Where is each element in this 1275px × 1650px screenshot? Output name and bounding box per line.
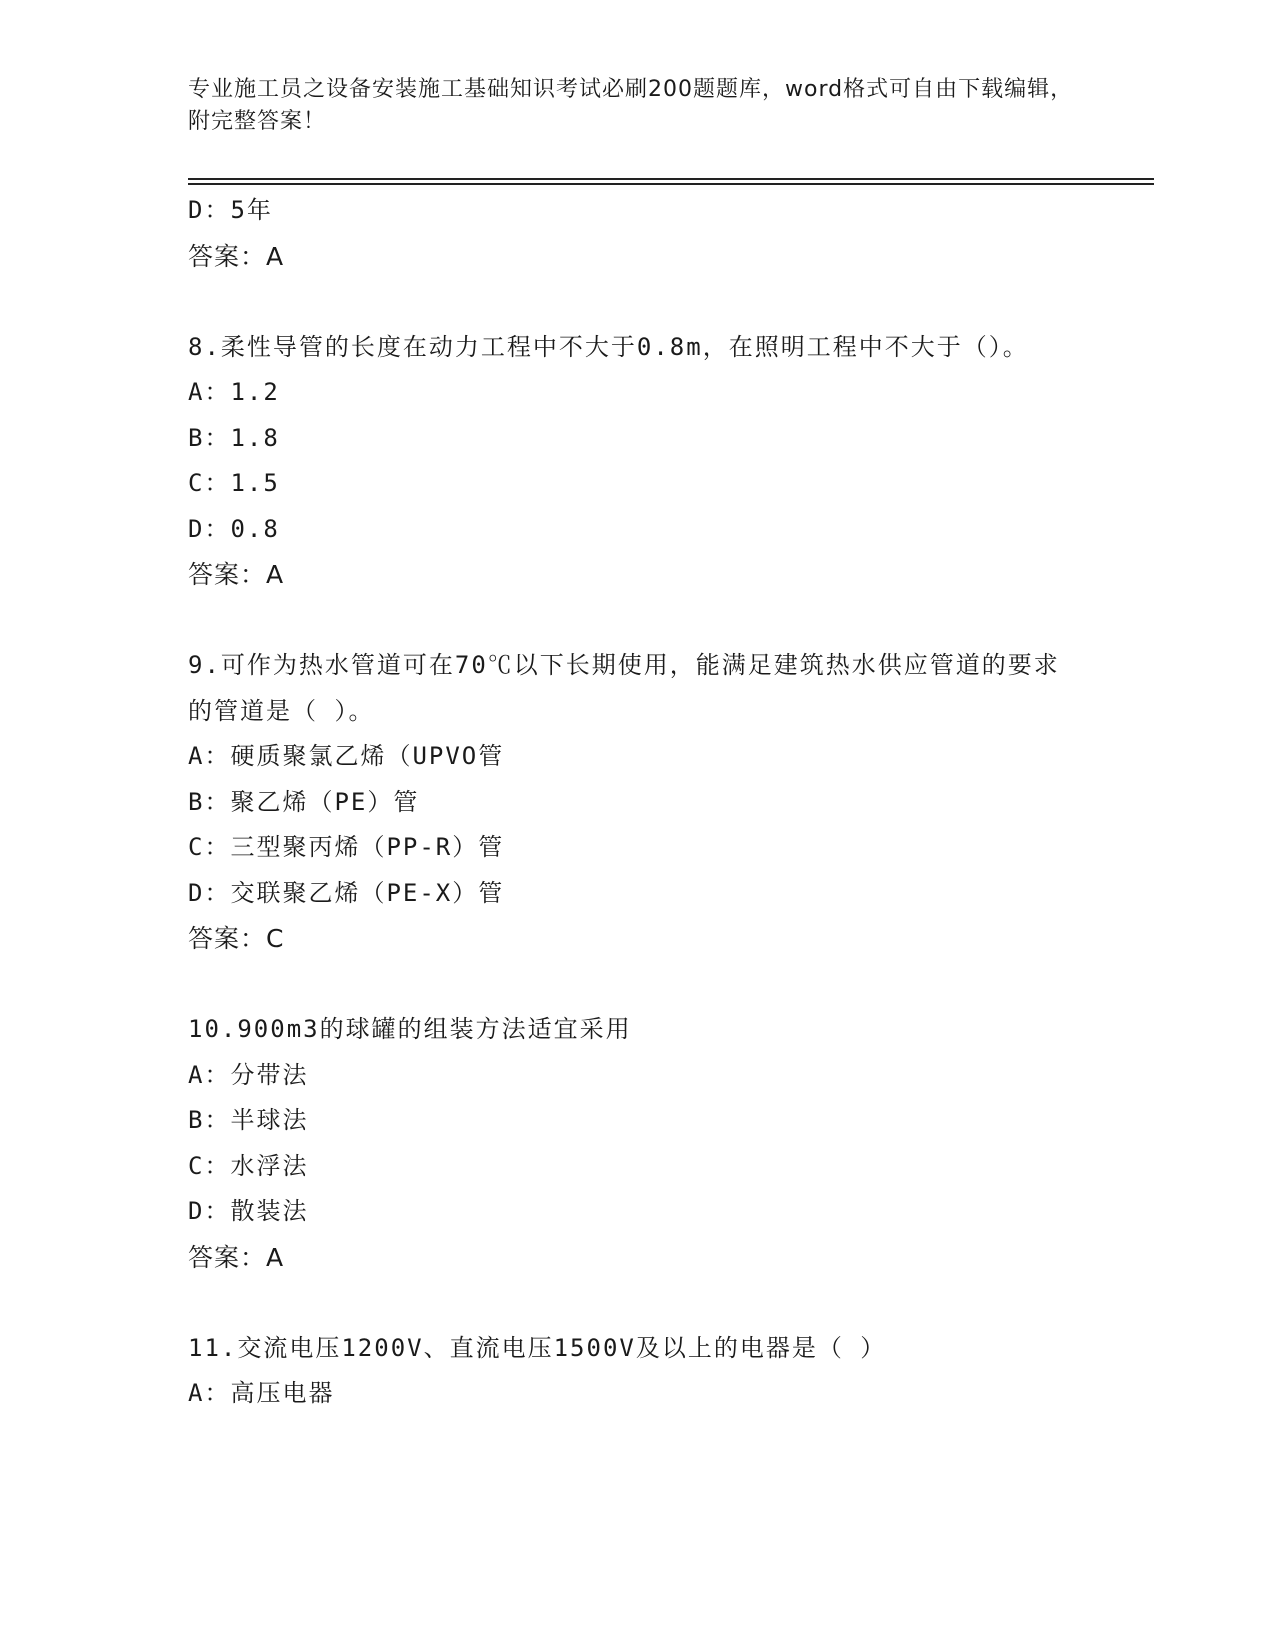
option-b: B：聚乙烯（PE）管 bbox=[188, 787, 420, 816]
answer-label: 答案：A bbox=[188, 560, 285, 589]
option-a: A：1.2 bbox=[188, 378, 280, 406]
option-a: A：高压电器 bbox=[188, 1379, 335, 1407]
option-b: B：半球法 bbox=[188, 1106, 309, 1134]
option-c: C：三型聚丙烯（PP-R）管 bbox=[188, 833, 505, 861]
header-divider-bottom bbox=[188, 183, 1154, 185]
question-text: 11.交流电压1200V、直流电压1500V及以上的电器是（ ） bbox=[188, 1333, 887, 1362]
document-header: 专业施工员之设备安装施工基础知识考试必刷200题题库，word格式可自由下载编辑，附完整答案！ bbox=[188, 77, 1074, 134]
option-a: A：分带法 bbox=[188, 1060, 309, 1089]
option-d: D：交联聚乙烯（PE-X）管 bbox=[188, 878, 505, 907]
answer-label: 答案：C bbox=[188, 924, 285, 953]
option-d: D：0.8 bbox=[188, 514, 280, 543]
option-d: D：散装法 bbox=[188, 1197, 309, 1225]
question-text: 10.900m3的球罐的组装方法适宜采用 bbox=[188, 1015, 632, 1043]
answer-label: 答案：A bbox=[188, 241, 285, 271]
spacer bbox=[188, 598, 1068, 644]
spacer bbox=[188, 279, 1068, 325]
option-d: D：5年 bbox=[188, 196, 273, 224]
question-text: 8.柔性导管的长度在动力工程中不大于0.8m，在照明工程中不大于（）。 bbox=[188, 332, 1029, 361]
option-c: C：1.5 bbox=[188, 469, 280, 497]
question-text: 9.可作为热水管道可在70℃以下长期使用，能满足建筑热水供应管道的要求的管道是（ ）。 bbox=[188, 651, 1060, 725]
spacer bbox=[188, 1280, 1068, 1326]
option-b: B：1.8 bbox=[188, 423, 280, 452]
question-list bbox=[188, 188, 1068, 1417]
header-divider-top bbox=[188, 178, 1154, 180]
spacer bbox=[188, 962, 1068, 1008]
answer-label: 答案：A bbox=[188, 1242, 285, 1272]
option-a: A：硬质聚氯乙烯（UPVO管 bbox=[188, 742, 505, 770]
option-c: C：水浮法 bbox=[188, 1151, 309, 1180]
